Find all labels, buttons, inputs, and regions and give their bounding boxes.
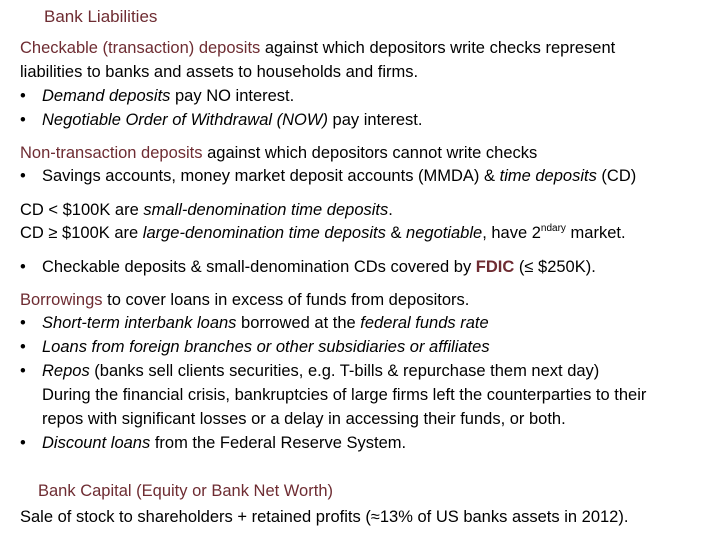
checkable-deposits-intro (20, 36, 615, 60)
list-item (20, 84, 294, 108)
bank-capital-heading: Bank Capital (Equity or Bank Net Worth) (38, 482, 333, 500)
repos-text: (banks sell clients securities, e.g. T-bills & repurchase them next day) (89, 362, 600, 380)
list-item (20, 335, 490, 359)
small-denomination-term: small-denomination time deposits (143, 201, 389, 219)
bullet: • (20, 111, 26, 129)
bank-capital-text: Sale of stock to shareholders + retained profits (≈13% of US banks assets in 2012). (20, 508, 629, 526)
bullet: • (20, 87, 26, 105)
savings-text: Savings accounts, money market deposit accounts (MMDA) & (42, 167, 500, 185)
cd-large-amp: & (385, 224, 407, 242)
cd-large-end: market. (565, 224, 626, 242)
cd-small-end: . (388, 201, 393, 219)
non-transaction-term: Non-transaction deposits (20, 144, 203, 162)
demand-deposits-term: Demand deposits (42, 87, 171, 105)
bullet: • (20, 314, 26, 332)
borrowings-term: Borrowings (20, 291, 103, 309)
bullet: • (20, 258, 26, 276)
interbank-loans-term: Short-term interbank loans (42, 314, 237, 332)
list-item (20, 431, 406, 455)
savings-end: (CD) (596, 167, 637, 185)
foreign-loans-text: Loans from foreign branches or other subsidiaries or affiliates (42, 338, 490, 356)
bullet: • (20, 338, 26, 356)
bullet: • (20, 434, 26, 452)
interbank-loans-text: borrowed at the (236, 314, 361, 332)
repos-continuation-2: repos with significant losses or a delay in accessing their funds, or both. (42, 410, 566, 428)
checkable-deposits-term: Checkable (transaction) deposits (20, 39, 261, 57)
checkable-deposits-intro-text: against which depositors write checks represent (260, 39, 616, 57)
list-item (20, 311, 489, 335)
non-transaction-intro-text: against which depositors cannot write checks (202, 144, 538, 162)
cd-small-line (20, 198, 393, 222)
list-item (20, 359, 599, 383)
ordinal-superscript: ndary (540, 223, 566, 234)
non-transaction-intro (20, 141, 537, 165)
discount-loans-term: Discount loans (42, 434, 151, 452)
fdic-text: Checkable deposits & small-denomination CDs covered by (42, 258, 476, 276)
fdic-end: (≤ $250K). (514, 258, 596, 276)
page-title: Bank Liabilities (44, 7, 158, 26)
fdic-term: FDIC (475, 258, 515, 276)
bullet: • (20, 167, 26, 185)
now-text: pay interest. (327, 111, 423, 129)
checkable-deposits-line2: liabilities to banks and assets to households and firms. (20, 63, 419, 81)
federal-funds-rate-term: federal funds rate (360, 314, 489, 332)
now-term: Negotiable Order of Withdrawal (NOW) (42, 111, 328, 129)
borrowings-intro (20, 288, 469, 312)
repos-continuation-1: During the financial crisis, bankruptcies of large firms left the counterparties to their (42, 386, 647, 404)
list-item (20, 108, 422, 132)
cd-large-line (20, 221, 626, 245)
large-denomination-term: large-denomination time deposits (142, 224, 386, 242)
cd-small-prefix: CD < $100K are (20, 201, 144, 219)
time-deposits-term: time deposits (499, 167, 597, 185)
repos-term: Repos (42, 362, 90, 380)
cd-large-mid: , have 2 (482, 224, 541, 242)
negotiable-term: negotiable (406, 224, 483, 242)
list-item (20, 164, 636, 188)
cd-large-prefix: CD ≥ $100K are (20, 224, 143, 242)
demand-deposits-text: pay NO interest. (170, 87, 295, 105)
list-item (20, 255, 596, 279)
borrowings-intro-text: to cover loans in excess of funds from depositors. (102, 291, 470, 309)
bullet: • (20, 362, 26, 380)
discount-loans-text: from the Federal Reserve System. (150, 434, 407, 452)
